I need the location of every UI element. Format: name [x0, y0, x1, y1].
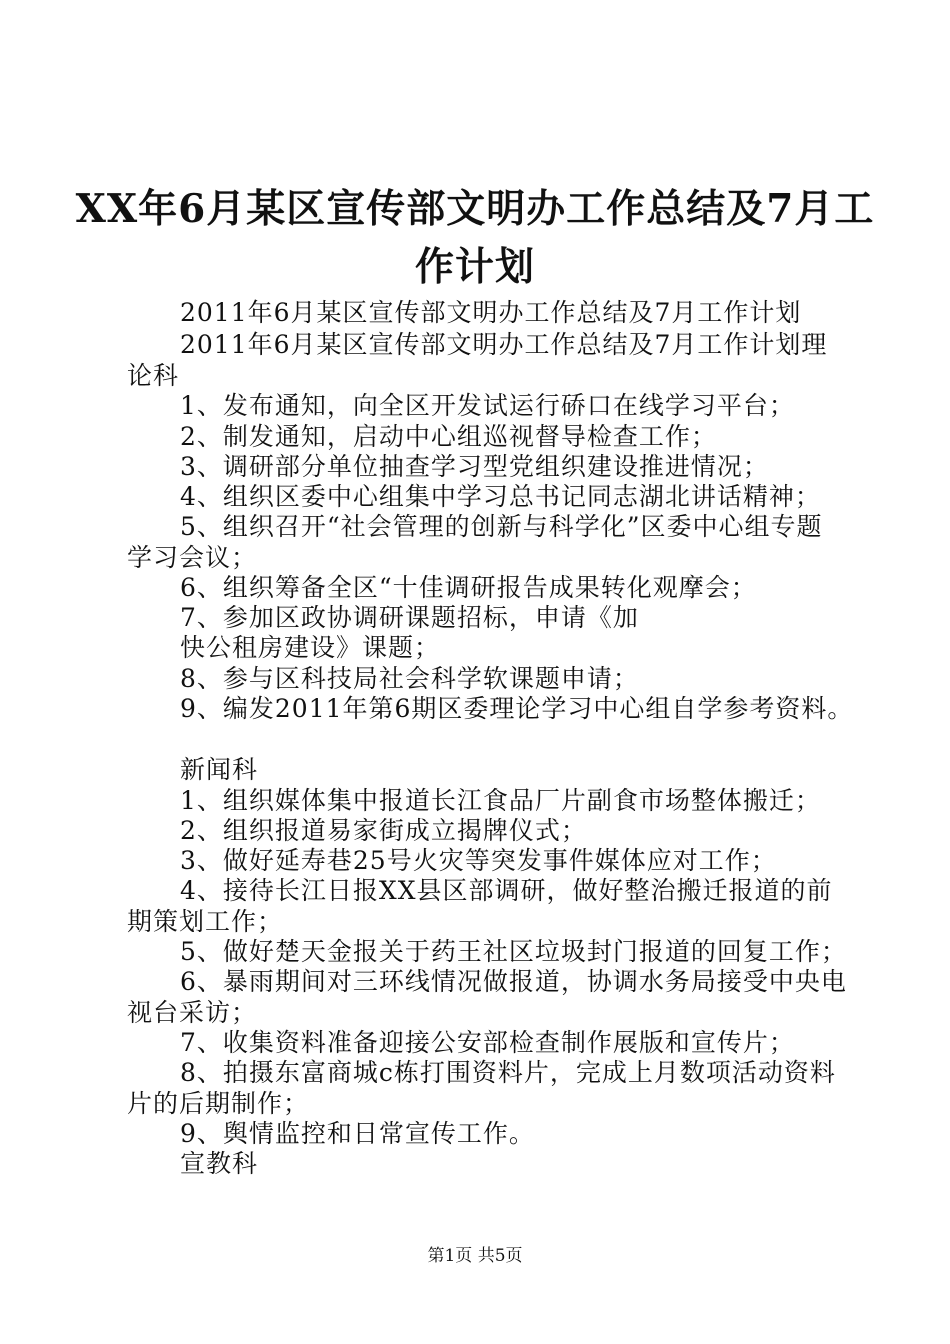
- body-line: 9、编发2011年第6期区委理论学习中心组自学参考资料。: [180, 694, 854, 723]
- page-footer: 第1页 共5页: [427, 1246, 523, 1266]
- body-line: 2、组织报道易家街成立揭牌仪式；: [180, 816, 587, 845]
- section-heading-education: 宣教科: [180, 1149, 259, 1178]
- body-line: 3、做好延寿巷25号火灾等突发事件媒体应对工作；: [180, 846, 777, 875]
- section-heading-news: 新闻科: [180, 755, 259, 784]
- body-line: 3、调研部分单位抽查学习型党组织建设推进情况；: [180, 452, 769, 481]
- body-line: 1、组织媒体集中报道长江食品厂片副食市场整体搬迁；: [180, 786, 821, 815]
- body-line: 9、舆情监控和日常宣传工作。: [180, 1119, 535, 1148]
- body-line: 学习会议；: [127, 543, 258, 572]
- body-line: 5、做好楚天金报关于药王社区垃圾封门报道的回复工作；: [180, 937, 847, 966]
- body-line: 2、制发通知，启动中心组巡视督导检查工作；: [180, 422, 717, 451]
- body-line: 4、组织区委中心组集中学习总书记同志湖北讲话精神；: [180, 482, 821, 511]
- document-title-line-2: 作计划: [414, 244, 535, 290]
- document-title-line-1: XX年6月某区宣传部文明办工作总结及7月工: [75, 186, 875, 232]
- body-line: 7、参加区政协调研课题招标，申请《加: [180, 603, 639, 632]
- body-line: 6、组织筹备全区“十佳调研报告成果转化观摩会；: [180, 573, 757, 602]
- body-line: 4、接待长江日报XX县区部调研，做好整治搬迁报道的前: [180, 876, 833, 905]
- body-line: 2011年6月某区宣传部文明办工作总结及7月工作计划: [180, 298, 802, 327]
- body-line: 6、暴雨期间对三环线情况做报道，协调水务局接受中央电: [180, 967, 847, 996]
- body-line: 期策划工作；: [127, 907, 284, 936]
- body-line: 7、收集资料准备迎接公安部检查制作展版和宣传片；: [180, 1028, 795, 1057]
- body-line: 2011年6月某区宣传部文明办工作总结及7月工作计划理: [180, 330, 828, 359]
- body-line: 5、组织召开“社会管理的创新与科学化”区委中心组专题: [180, 512, 823, 541]
- body-line: 1、发布通知，向全区开发试运行硚口在线学习平台；: [180, 391, 795, 420]
- body-line: 8、参与区科技局社会科学软课题申请；: [180, 664, 639, 693]
- body-line: 片的后期制作；: [127, 1089, 310, 1118]
- body-line: 8、拍摄东富商城c栋打围资料片，完成上月数项活动资料: [180, 1058, 836, 1087]
- body-line: 论科: [127, 361, 180, 390]
- body-line: 视台采访；: [127, 998, 258, 1027]
- body-line: 快公租房建设》课题；: [180, 633, 441, 662]
